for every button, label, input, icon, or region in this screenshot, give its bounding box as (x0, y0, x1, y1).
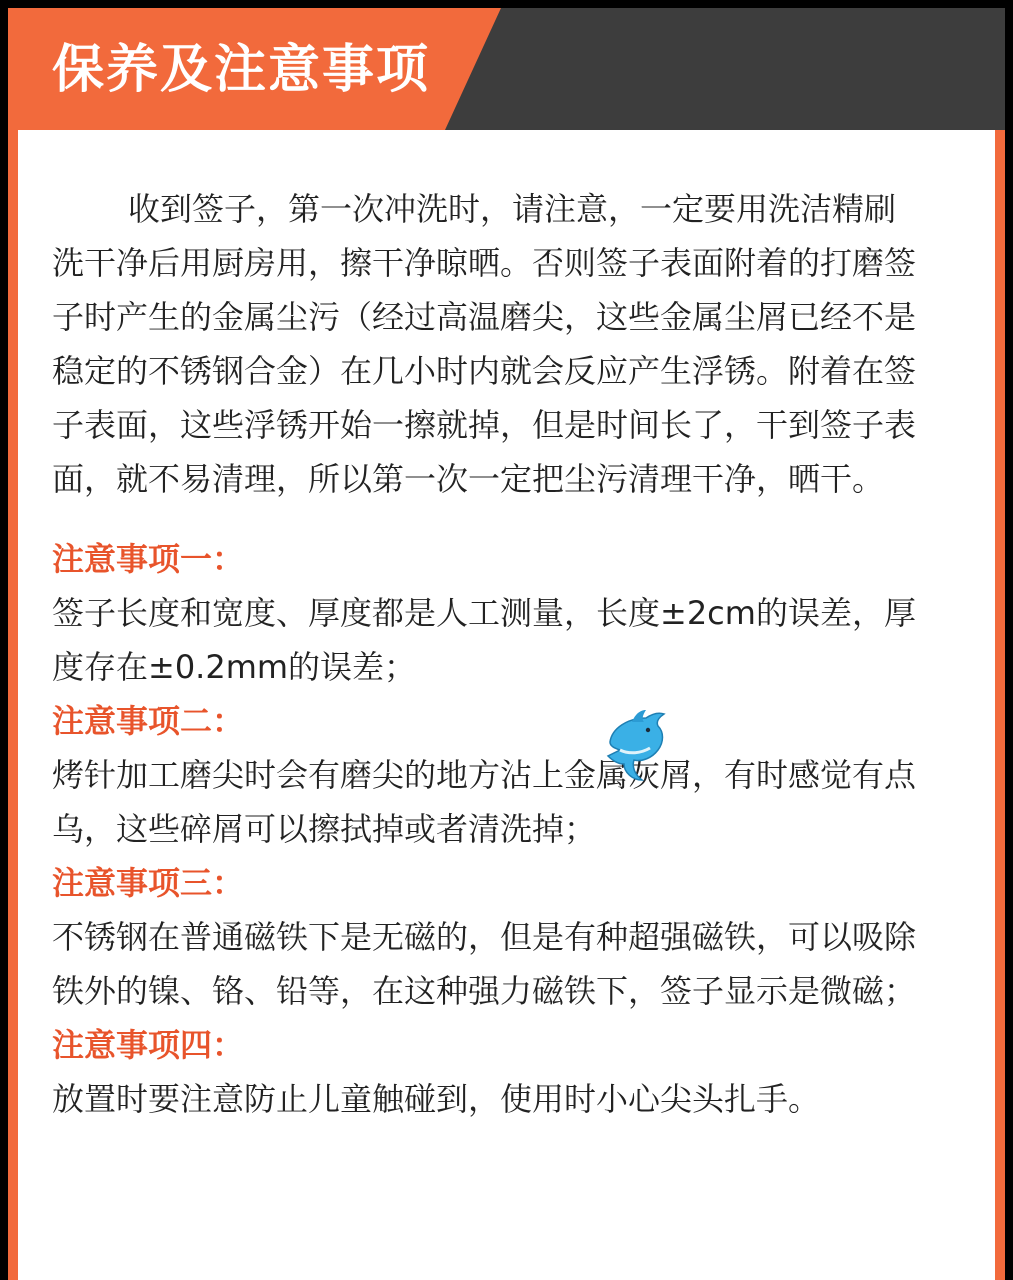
note-text: 签子长度和宽度、厚度都是人工测量，长度±2cm的误差，厚度存在±0.2mm的误差； (52, 594, 916, 686)
note-text: 放置时要注意防止儿童触碰到，使用时小心尖头扎手。 (52, 1080, 821, 1118)
dolphin-icon (602, 708, 668, 784)
note-title: 注意事项二： (52, 702, 245, 740)
note-text: 不锈钢在普通磁铁下是无磁的，但是有种超强磁铁，可以吸除铁外的镍、铬、铅等，在这种强力磁铁下，签子显示是微磁； (52, 918, 917, 1010)
intro-paragraph: 收到签子，第一次冲洗时，请注意，一定要用洗洁精刷洗干净后用厨房用，擦干净晾晒。否则签子表面附着的打磨签子时产生的金属尘污（经过高温磨尖，这些金属尘屑已经不是稳定的不锈钢合金）在几小时内就会反应产生浮锈。附着在签子表面，这些浮锈开始一擦就掉，但是时间长了，干到签子表面，就不易清理，所以第一次一定把尘污清理干净，晒干。 (52, 190, 917, 498)
note-item-4 (52, 1018, 920, 1126)
care-instructions (52, 182, 920, 1126)
note-item-1 (52, 532, 920, 694)
note-item-2 (52, 694, 920, 856)
section-header (8, 8, 1005, 130)
note-title: 注意事项一： (52, 540, 245, 578)
note-title: 注意事项四： (52, 1026, 245, 1064)
page-title: 保养及注意事项 (52, 40, 431, 100)
note-item-3 (52, 856, 920, 1018)
note-title: 注意事项三： (52, 864, 245, 902)
note-text: 烤针加工磨尖时会有磨尖的地方沾上金属灰屑，有时感觉有点乌，这些碎屑可以擦拭掉或者清洗掉； (52, 756, 917, 848)
